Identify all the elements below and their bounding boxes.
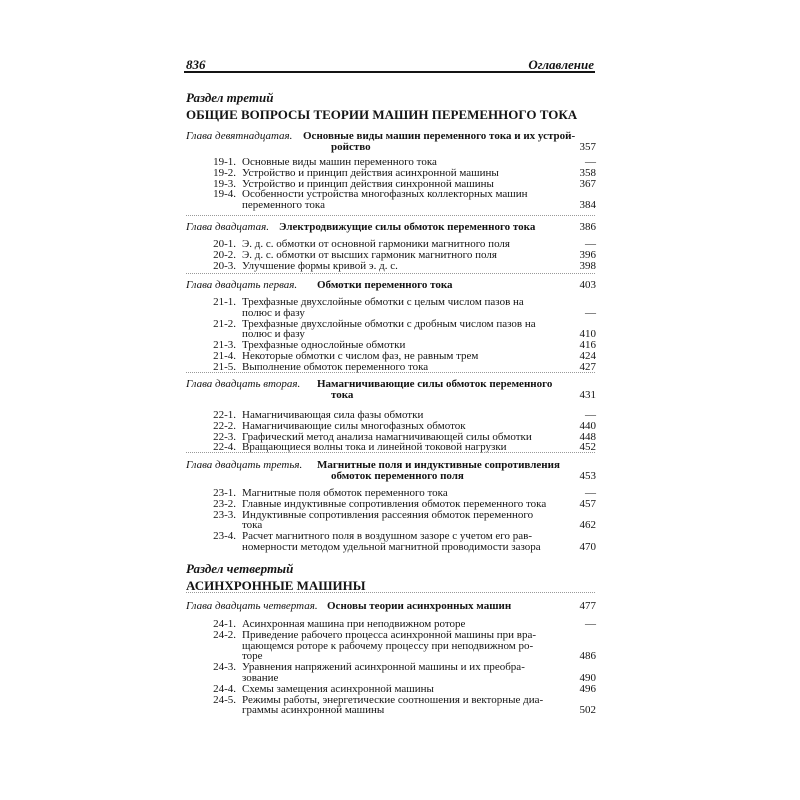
section-title: торе xyxy=(242,650,263,663)
toc-entry-line xyxy=(0,541,800,554)
chapter-heading xyxy=(0,600,800,613)
chapter-lead: Глава двадцать третья. xyxy=(186,459,303,471)
section-title: полюс и фазу xyxy=(242,328,305,341)
section-title: Вращающиеся волны тока и линейной токовой нагрузки xyxy=(242,441,507,454)
section-number: 24-3. xyxy=(213,661,236,674)
section-page: 502 xyxy=(579,704,596,717)
section-title: Расчет магнитного поля в воздушном зазоре с учетом его рав- xyxy=(242,530,533,543)
section-title: Режимы работы, энергетические соотношения и векторные диа- xyxy=(242,693,544,706)
section-title: Трехфазные двухслойные обмотки с целым числом пазов на xyxy=(242,296,524,308)
section-title: Устройство и принцип действия асинхронной машины xyxy=(242,166,499,179)
section-number: 22-4. xyxy=(213,441,236,454)
chapter-title: Электродвижущие силы обмоток переменного тока xyxy=(279,221,536,233)
section-page: 448 xyxy=(579,430,596,443)
section-number: 24-2. xyxy=(213,628,236,641)
chapter-lead: Глава девятнадцатая. xyxy=(186,130,293,142)
chapter-heading xyxy=(0,221,800,234)
section-title: тока xyxy=(242,519,263,532)
section-title: полюс и фазу xyxy=(242,306,305,319)
chapter-page: 453 xyxy=(579,469,596,482)
section-title: Главные индуктивные сопротивления обмоток переменного тока xyxy=(242,497,547,510)
section-number: 21-4. xyxy=(213,350,236,362)
section-title: Намагничивающая сила фазы обмотки xyxy=(242,409,424,421)
chapter-title-cont: обмоток переменного поля xyxy=(331,469,464,482)
section-title: Индуктивные сопротивления рассеяния обмоток переменного xyxy=(242,508,534,521)
section-title: Улучшение формы кривой э. д. с. xyxy=(242,259,398,272)
section-number: 19-1. xyxy=(213,156,236,168)
section-number: 19-4. xyxy=(213,188,236,201)
section-page: — xyxy=(585,156,596,168)
chapter-lead: Глава двадцать четвертая. xyxy=(186,600,318,612)
section-title: переменного тока xyxy=(242,199,325,212)
section-title: Намагничивающие силы многофазных обмоток xyxy=(242,419,466,432)
section-title: номерности методом удельной магнитной проводимости зазора xyxy=(242,541,541,553)
chapter-page: 386 xyxy=(579,221,596,233)
section-page: 367 xyxy=(579,177,596,190)
section-title: Графический метод анализа намагничивающей силы обмотки xyxy=(242,430,532,443)
section-number: 21-1. xyxy=(213,296,236,308)
chapter-title-cont: ройство xyxy=(331,140,371,153)
chapter-lead: Глава двадцать вторая. xyxy=(186,378,301,390)
section-number: 24-1. xyxy=(213,618,236,630)
section-page: — xyxy=(585,238,596,250)
section-number: 22-2. xyxy=(213,419,236,432)
chapter-page: 403 xyxy=(579,279,596,291)
section-title: Уравнения напряжений асинхронной машины и их преобра- xyxy=(242,661,525,674)
section-title: Трехфазные однослойные обмотки xyxy=(242,339,406,352)
page-number: 836 xyxy=(186,57,206,72)
section-number: 23-4. xyxy=(213,530,236,543)
section-number: 23-2. xyxy=(213,497,236,510)
section-number: 21-5. xyxy=(213,360,236,373)
section-page: 410 xyxy=(579,328,596,341)
section-page: 440 xyxy=(579,419,596,432)
chapter-page: 431 xyxy=(579,388,596,401)
section-title: Особенности устройства многофазных коллекторных машин xyxy=(242,188,528,201)
section-page: — xyxy=(585,487,596,499)
section-page: 358 xyxy=(579,166,596,179)
chapter-title-cont: тока xyxy=(331,388,354,401)
section-title: Трехфазные двухслойные обмотки с дробным числом пазов на xyxy=(242,317,536,330)
section-page: 457 xyxy=(579,497,596,510)
section-page: 396 xyxy=(579,248,596,261)
section-title: Устройство и принцип действия синхронной машины xyxy=(242,177,494,190)
part4-label: Раздел четвертый xyxy=(186,561,294,576)
part3-label: Раздел третий xyxy=(186,90,274,105)
section-title: Э. д. с. обмотки от основной гармоники магнитного поля xyxy=(242,238,510,250)
section-number: 19-3. xyxy=(213,177,236,190)
section-number: 19-2. xyxy=(213,166,236,179)
section-page: 452 xyxy=(579,441,596,454)
part3-title: ОБЩИЕ ВОПРОСЫ ТЕОРИИ МАШИН ПЕРЕМЕННОГО ТОКА xyxy=(186,107,578,122)
chapter-title: Обмотки переменного тока xyxy=(317,279,453,291)
chapter-lead: Глава двадцатая. xyxy=(186,221,269,233)
toc-entry-line xyxy=(0,199,800,212)
section-title: Приведение рабочего процесса асинхронной машины при вра- xyxy=(242,628,537,641)
running-title: Оглавление xyxy=(528,57,594,72)
section-page: — xyxy=(585,618,596,630)
chapter-title: Магнитные поля и индуктивные сопротивления xyxy=(317,459,560,471)
section-title: зование xyxy=(242,672,279,684)
section-page: — xyxy=(585,409,596,421)
section-title: щающемся роторе к рабочему процессу при неподвижном ро- xyxy=(242,639,534,652)
chapter-title: Основы теории асинхронных машин xyxy=(327,600,512,612)
section-page: 416 xyxy=(579,339,596,352)
chapter-heading-cont xyxy=(0,141,800,154)
chapter-heading-cont xyxy=(0,389,800,402)
section-page: 398 xyxy=(579,259,596,272)
chapter-separator xyxy=(186,452,595,453)
chapter-lead: Глава двадцать первая. xyxy=(186,279,298,291)
section-page: 462 xyxy=(579,519,596,532)
header-rule xyxy=(184,71,595,73)
section-page: 427 xyxy=(579,360,596,373)
section-page: 424 xyxy=(579,350,596,362)
section-number: 21-2. xyxy=(213,317,236,330)
section-number: 20-2. xyxy=(213,248,236,261)
section-number: 23-1. xyxy=(213,487,236,499)
toc-entry-line xyxy=(0,704,800,717)
part4-title: АСИНХРОННЫЕ МАШИНЫ xyxy=(186,578,366,593)
section-page: 490 xyxy=(579,672,596,684)
section-number: 20-3. xyxy=(213,259,236,272)
section-number: 24-4. xyxy=(213,682,236,695)
section-page: — xyxy=(585,306,596,319)
chapter-page: 357 xyxy=(579,140,596,153)
toc-entry-line xyxy=(0,260,800,273)
section-title: Схемы замещения асинхронной машины xyxy=(242,682,434,695)
section-number: 22-3. xyxy=(213,430,236,443)
chapter-separator xyxy=(186,372,595,373)
section-title: Выполнение обмоток переменного тока xyxy=(242,360,429,373)
chapter-title: Намагничивающие силы обмоток переменного xyxy=(317,378,553,390)
chapter-heading-cont xyxy=(0,470,800,483)
chapter-title: Основные виды машин переменного тока и их устрой- xyxy=(303,130,576,142)
section-number: 21-3. xyxy=(213,339,236,352)
chapter-page: 477 xyxy=(579,600,596,612)
section-number: 23-3. xyxy=(213,508,236,521)
chapter-heading xyxy=(0,279,800,292)
section-title: Магнитные поля обмоток переменного тока xyxy=(242,487,448,499)
chapter-separator xyxy=(186,215,595,216)
section-title: Э. д. с. обмотки от высших гармоник магнитного поля xyxy=(242,248,497,261)
section-title: Некоторые обмотки с числом фаз, не равным трем xyxy=(242,350,479,362)
section-title: граммы асинхронной машины xyxy=(242,704,385,717)
section-page: 384 xyxy=(579,199,596,212)
section-title: Асинхронная машина при неподвижном роторе xyxy=(242,618,466,630)
chapter-separator xyxy=(186,273,595,274)
section-number: 22-1. xyxy=(213,409,236,421)
section-page: 496 xyxy=(579,682,596,695)
section-title: Основные виды машин переменного тока xyxy=(242,156,437,168)
section-number: 24-5. xyxy=(213,693,236,706)
section-number: 20-1. xyxy=(213,238,236,250)
section-page: 486 xyxy=(579,650,596,663)
section-page: 470 xyxy=(579,541,596,553)
